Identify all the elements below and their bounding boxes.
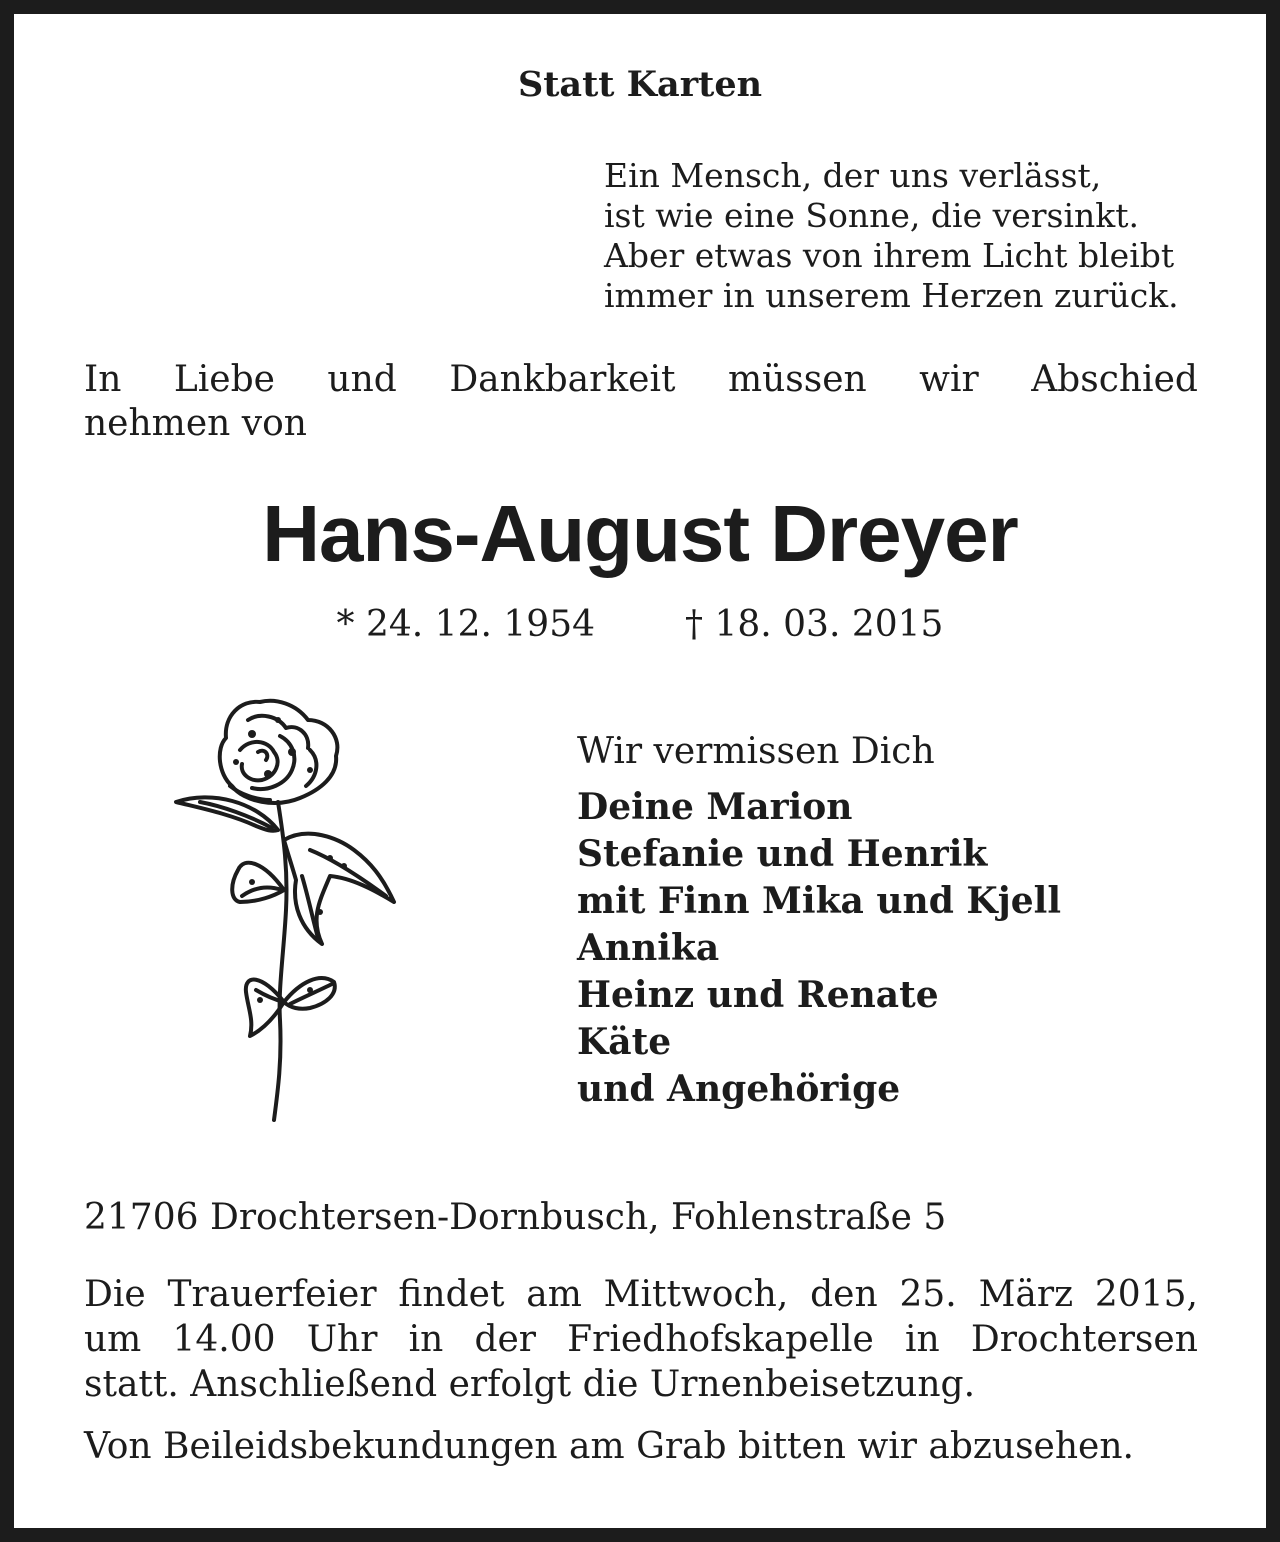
mourners [577,730,1061,1113]
poem-line: Aber etwas von ihrem Licht bleibt [604,236,1175,275]
ceremony-word: Friedhofskapelle [567,1319,874,1360]
ceremony-word: am [526,1274,582,1315]
ceremony-word: März [978,1274,1074,1315]
ceremony-word: in [905,1319,940,1360]
mourner-names [577,784,1061,1113]
intro-word: wir [919,359,979,400]
ceremony-word: um [84,1319,142,1360]
intro-line-1 [84,358,1198,402]
rose-icon [160,690,410,1130]
intro-word: und [327,359,397,400]
ceremony-word: der [474,1319,537,1360]
ceremony-line-2 [84,1317,1198,1362]
closing-note: Von Beileidsbekundungen am Grab bitten wir abzusehen. [84,1426,1134,1467]
mourner-name: Käte [577,1021,672,1063]
ceremony-word: Mittwoch, [603,1274,789,1315]
poem-line: immer in unserem Herzen zurück. [604,276,1179,315]
intro-word: Dankbarkeit [449,359,676,400]
ceremony-line-3: statt. Anschließend erfolgt die Urnenbeisetzung. [84,1364,976,1405]
intro-word: Liebe [173,359,275,400]
poem-line: Ein Mensch, der uns verlässt, [604,156,1102,195]
deceased-name: Hans-August Dreyer [262,489,1018,578]
header: Statt Karten [517,64,763,105]
mourner-name: Deine Marion [577,786,853,828]
ceremony-word: Trauerfeier [167,1274,377,1315]
death-date: † 18. 03. 2015 [685,604,944,645]
mourner-name: Stefanie und Henrik [577,833,988,875]
ceremony-word: Drochtersen [970,1319,1198,1360]
mourner-name: Annika [577,927,720,969]
birth-date: * 24. 12. 1954 [336,604,595,645]
address: 21706 Drochtersen-Dornbusch, Fohlenstraße 5 [84,1197,947,1238]
ceremony-word: den [810,1274,878,1315]
ceremony-word: 14.00 [172,1319,276,1360]
mourner-name: Heinz und Renate [577,974,939,1016]
ceremony-word: 25. [899,1274,957,1315]
ceremony-word: in [408,1319,444,1360]
intro-word: müssen [727,359,867,400]
intro-line-2: nehmen von [84,403,307,444]
mourner-name: und Angehörige [577,1068,901,1110]
ceremony-word: 2015, [1094,1274,1198,1315]
life-dates [0,604,1280,645]
ceremony-info [84,1272,1198,1407]
intro-text [84,358,1198,446]
mourners-lead: Wir vermissen Dich [577,731,935,772]
ceremony-word: Uhr [306,1319,378,1360]
ceremony-line-1 [84,1272,1198,1317]
ceremony-word: Die [84,1274,146,1315]
ceremony-word: findet [398,1274,505,1315]
mourner-name: mit Finn Mika und Kjell [577,880,1061,922]
poem-line: ist wie eine Sonne, die versinkt. [604,196,1140,235]
poem [604,156,1179,316]
intro-word: In [84,359,122,400]
intro-word: Abschied [1031,359,1198,400]
